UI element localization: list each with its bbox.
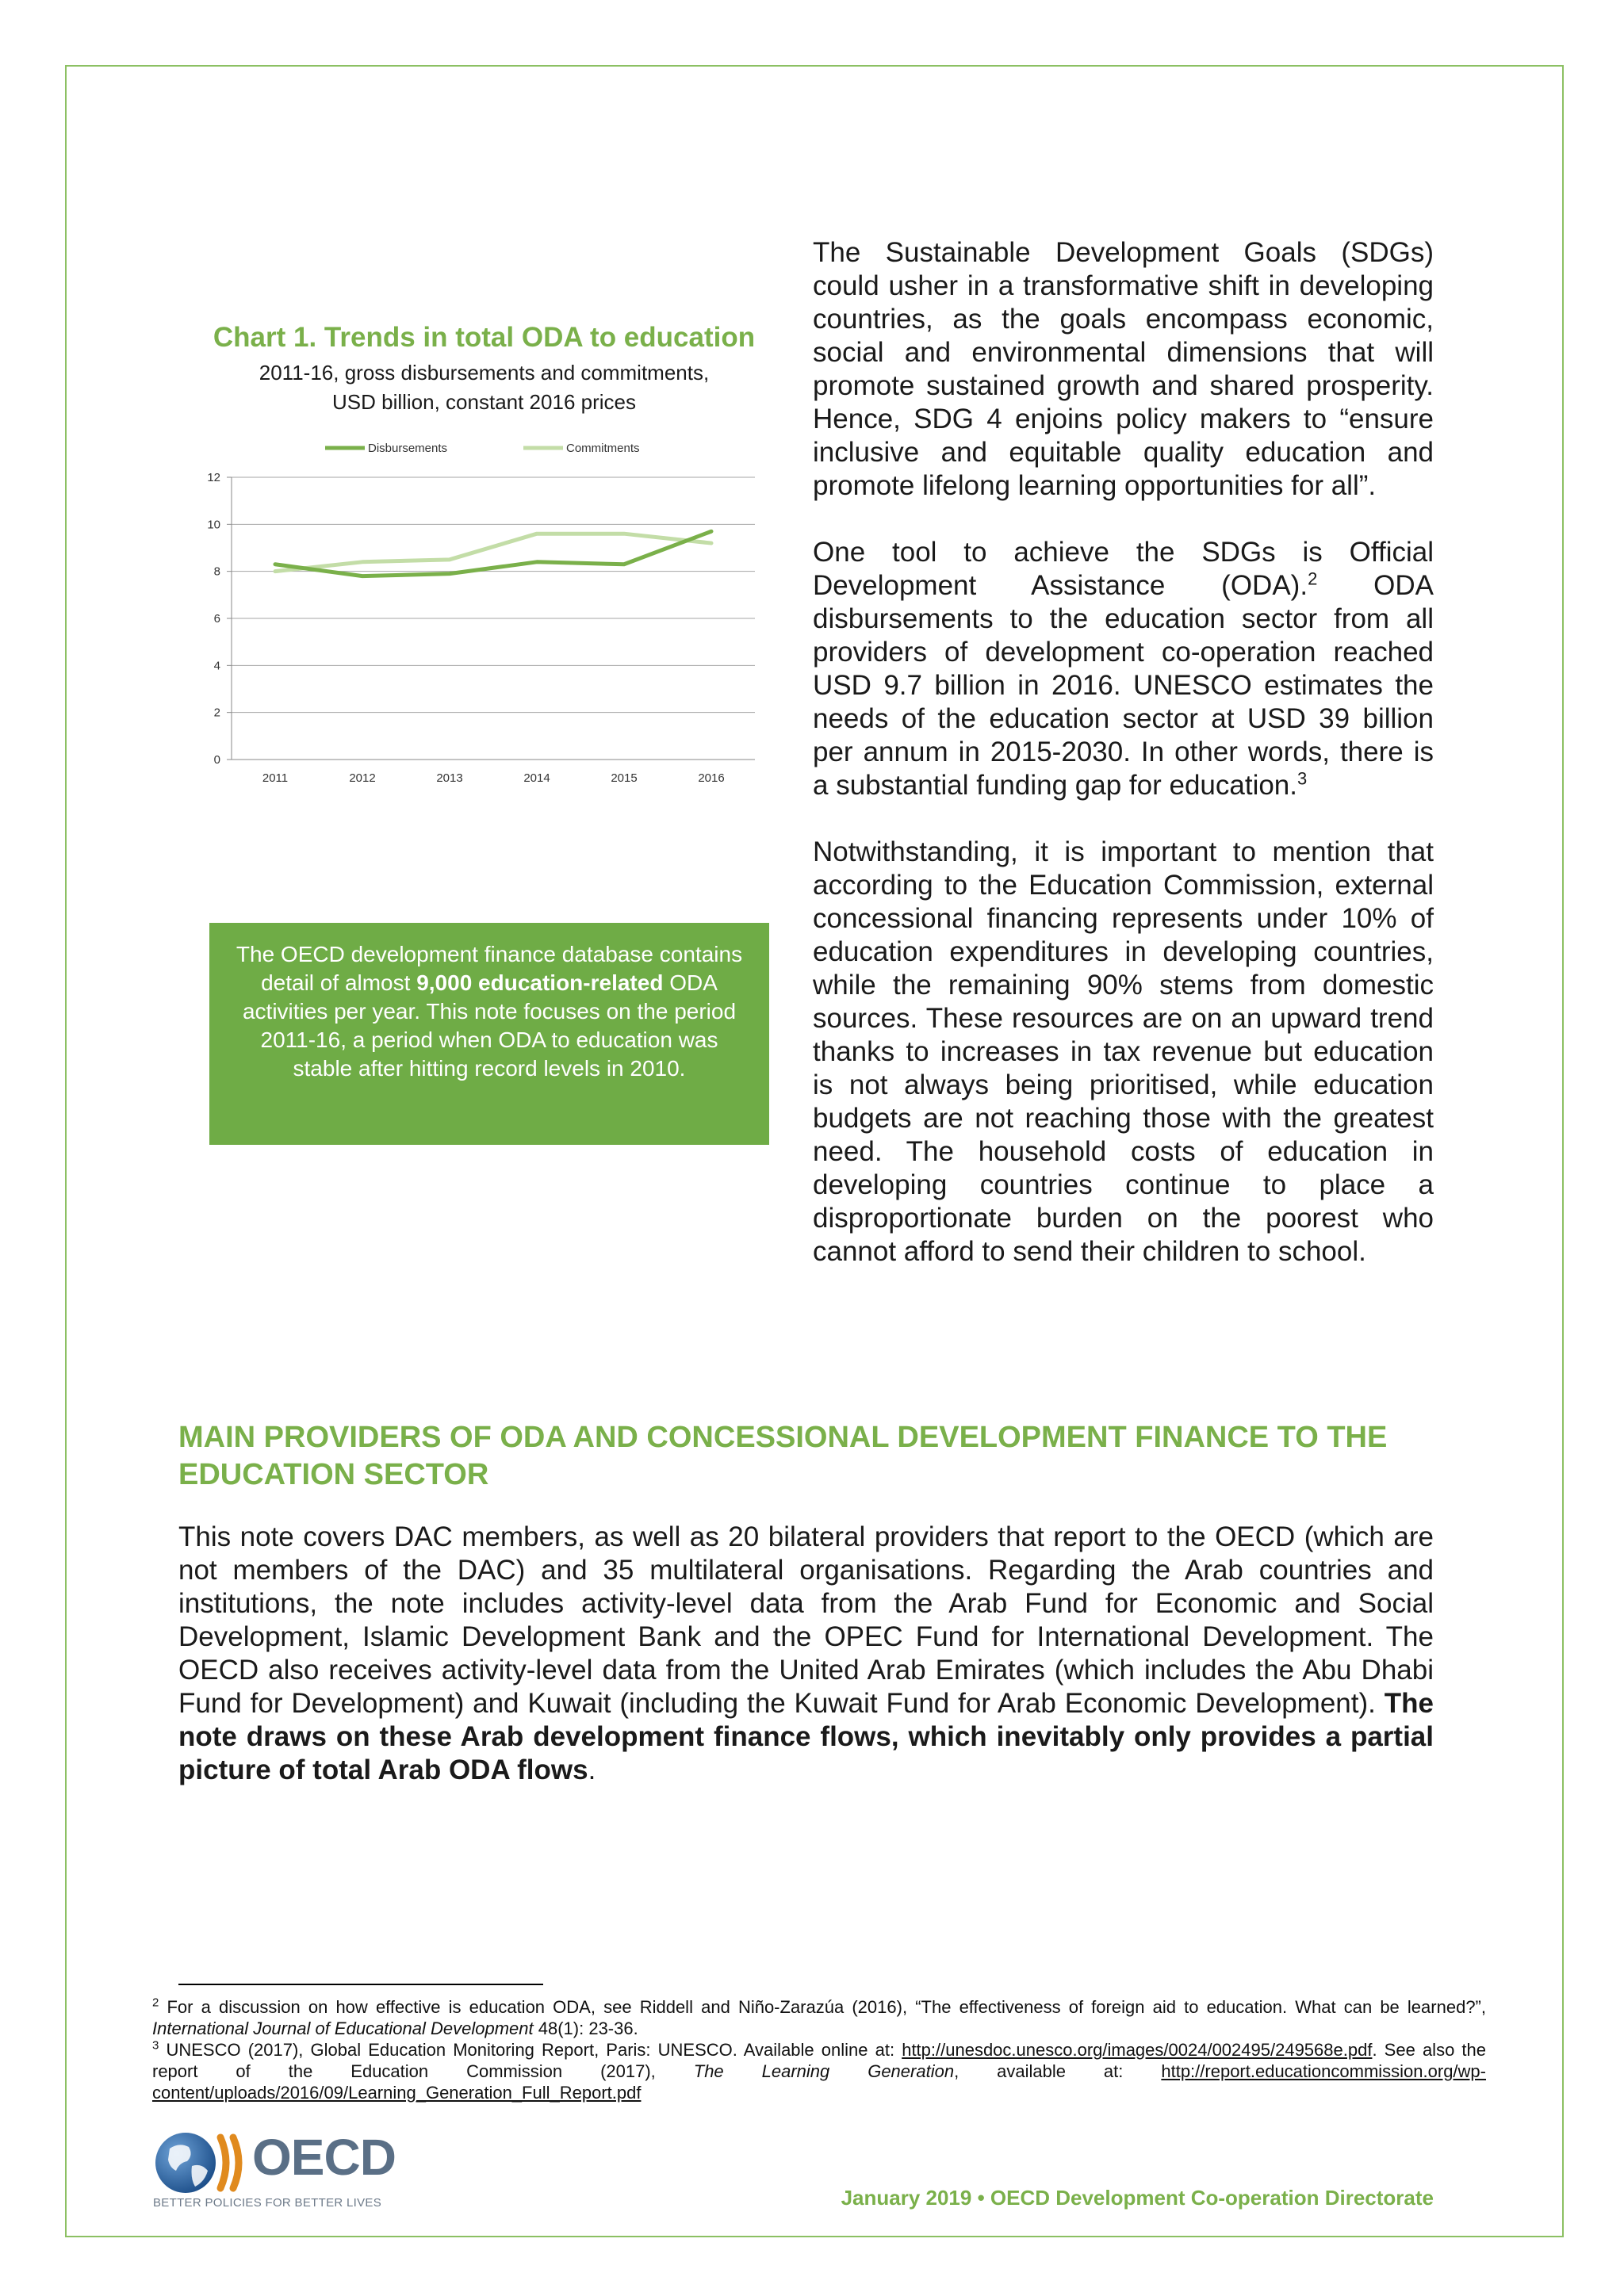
oda-line-chart [190, 428, 761, 801]
x-tick-label-2015: 2015 [611, 771, 638, 785]
y-tick-label-0: 0 [213, 753, 220, 767]
footnote-rule [178, 1984, 543, 1985]
footnote-2-number: 2 [152, 1996, 159, 2010]
x-tick-label-2016: 2016 [698, 771, 725, 785]
chart-subtitle [197, 358, 772, 417]
unesco-report-link[interactable]: http://unesdoc.unesco.org/images/0024/002495/249568e.pdf [902, 2040, 1373, 2060]
right-column [813, 236, 1434, 1302]
footnotes [152, 1996, 1486, 2103]
paragraph-sdgs: The Sustainable Development Goals (SDGs) could usher in a transformative shift in developing countries, as the goals encompass economic, social and environmental dimensions that will promote sustained growth and shared prosperity. Hence, SDG 4 enjoins policy makers to “ensure inclusive and equitable quality education and promote lifelong learning opportunities for all”. [813, 237, 1434, 501]
footnote-3 [152, 2039, 1486, 2103]
x-tick-label-2013: 2013 [436, 771, 463, 785]
footnote-3-text-c: , available at: [954, 2061, 1162, 2081]
footnote-2-text-b: 48(1): 23-36. [533, 2019, 638, 2038]
footnote-3-text-b: . See also the report of the Education Commission (2017), [152, 2040, 1487, 2081]
x-tick-label-2011: 2011 [262, 771, 289, 785]
footnote-ref-2[interactable]: 2 [1308, 568, 1318, 589]
section-body-end: . [588, 1755, 596, 1785]
x-tick-label-2012: 2012 [349, 771, 376, 785]
section-heading: MAIN PROVIDERS OF ODA AND CONCESSIONAL DEVELOPMENT FINANCE TO THE EDUCATION SECTOR [178, 1421, 1388, 1491]
footnote-2-journal: International Journal of Educational Development [152, 2019, 534, 2038]
paragraph-oda [813, 536, 1434, 802]
y-tick-label-2: 2 [213, 706, 220, 720]
section-body [178, 1521, 1434, 1787]
legend-label-disbursements: Disbursements [368, 442, 448, 455]
footnote-ref-3[interactable]: 3 [1297, 768, 1308, 789]
series-line-disbursements [275, 531, 711, 576]
y-tick-label-12: 12 [207, 471, 220, 484]
callout-text-bold: 9,000 education-related [416, 970, 664, 995]
footer-date-directorate: January 2019 • OECD Development Co-operation Directorate [841, 2186, 1434, 2210]
oecd-logo-tagline: BETTER POLICIES FOR BETTER LIVES [153, 2196, 381, 2210]
chart-subtitle-line2: USD billion, constant 2016 prices [332, 390, 636, 414]
oda-text-b: ODA disbursements to the education sector from all providers of development co-operation reached USD 9.7 billion in 2016. UNESCO estimates the needs of the education sector at USD 39 billion per annum in 2015-2030. In other words, there is a substantial funding gap for education. [813, 570, 1434, 801]
chart-subtitle-line1: 2011-16, gross disbursements and commitments, [259, 361, 710, 385]
section-body-bold: The note draws on these Arab development finance flows, which inevitably only provides a partial picture of total Arab ODA flows [178, 1688, 1434, 1785]
y-tick-label-10: 10 [207, 518, 220, 532]
chart-title: Chart 1. Trends in total ODA to education [213, 322, 756, 353]
y-tick-label-4: 4 [213, 659, 220, 673]
paragraph-notwithstanding: Notwithstanding, it is important to mention that according to the Education Commission, external concessional financing represents under 10% of education expenditures in developing countries, while the remaining 90% stems from domestic sources. These resources are on an upward trend thanks to increases in tax revenue but education is not always being prioritised, while education budgets are not reaching those with the greatest need. The household costs of education in developing countries continue to place a disproportionate burden on the poorest who cannot afford to send their children to school. [813, 836, 1434, 1267]
callout-text-part1: The OECD development finance database contains detail of almost [236, 942, 743, 995]
section-body-text: This note covers DAC members, as well as 20 bilateral providers that report to the OECD (which are not members of the DAC) and 35 multilateral organisations. Regarding the Arab countries and institutions, the note includes activity-level data from the Arab Fund for Economic and Social Development, Islamic Development Bank and the OPEC Fund for International Development. The OECD also receives activity-level data from the United Arab Emirates (which includes the Abu Dhabi Fund for Development) and Kuwait (including the Kuwait Fund for Arab Economic Development). [178, 1521, 1434, 1719]
footnote-2 [152, 1996, 1486, 2039]
footnote-2-text-a: For a discussion on how effective is education ODA, see Riddell and Niño-Zarazúa (2016), “The effectiveness of foreign aid to education. What can be learned?”, [159, 1997, 1486, 2017]
oecd-logo-wordmark: OECD [252, 2129, 396, 2186]
y-tick-label-6: 6 [213, 612, 220, 626]
y-tick-label-8: 8 [213, 564, 220, 579]
callout-box [209, 923, 769, 1145]
callout-text-part2: ODA activities per year. This note focuses on the period 2011-16, a period when ODA to education was stable after hitting record levels in 2010. [242, 970, 737, 1081]
series-line-commitments [275, 534, 711, 571]
education-commission-link[interactable]: http://report.educationcommission.org/wp-content/uploads/2016/09/Learning_Generation_Full_Report.pdf [152, 2061, 1486, 2103]
footnote-3-text-a: UNESCO (2017), Global Education Monitoring Report, Paris: UNESCO. Available online at: [159, 2040, 902, 2060]
footnote-3-title: The Learning Generation [693, 2061, 955, 2081]
footnote-3-number: 3 [152, 2038, 159, 2053]
oda-text-a: One tool to achieve the SDGs is Official Development Assistance (ODA). [813, 537, 1434, 601]
legend-label-commitments: Commitments [566, 442, 640, 455]
x-tick-label-2014: 2014 [523, 771, 550, 785]
